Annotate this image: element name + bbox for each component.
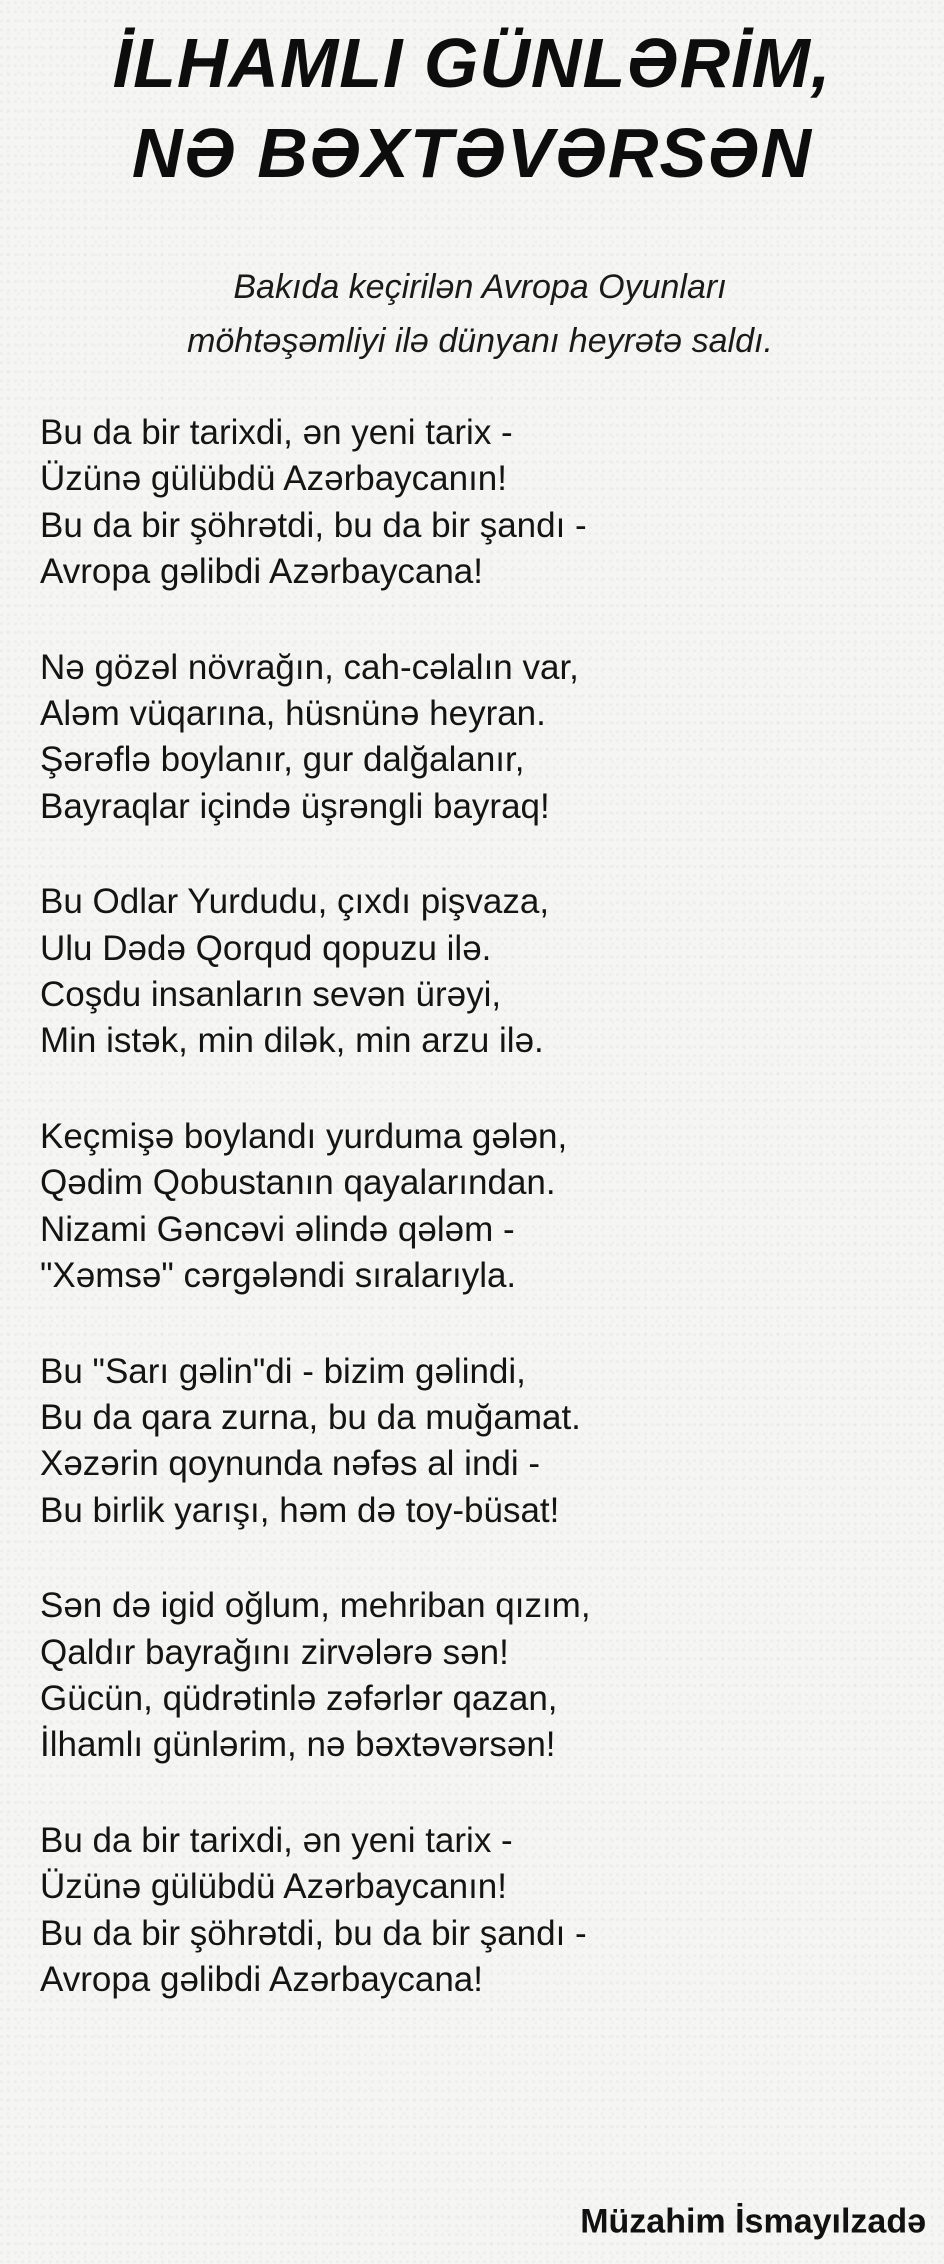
poem-line: Coşdu insanların sevən ürəyi,	[40, 975, 502, 1015]
poem-line: Ulu Dədə Qorqud qopuzu ilə.	[40, 928, 492, 968]
poem-line: Bu Odlar Yurdudu, çıxdı pişvaza,	[40, 882, 550, 922]
poem-body	[40, 410, 920, 2052]
poem-line: Bu da qara zurna, bu da muğamat.	[40, 1397, 581, 1437]
poem-line: Avropa gəlibdi Azərbaycana!	[40, 552, 483, 592]
poem-line: Bu "Sarı gəlin"di - bizim gəlindi,	[40, 1351, 526, 1391]
poem-title	[0, 18, 944, 198]
poem-line: Bu birlik yarışı, həm də toy-büsat!	[40, 1490, 560, 1530]
stanza-2	[40, 645, 920, 831]
poem-line: Avropa gəlibdi Azərbaycana!	[40, 1959, 483, 1999]
poem-line: Bu da bir tarixdi, ən yeni tarix -	[40, 413, 513, 452]
poem-line: Sən də igid oğlum, mehriban qızım,	[40, 1586, 591, 1626]
poem-line: Şərəflə boylanır, gur dalğalanır,	[40, 740, 525, 780]
poem-line: Bu da bir şöhrətdi, bu da bir şandı -	[40, 505, 587, 545]
author-signature: Müzahim İsmayılzadə	[580, 2202, 926, 2241]
poem-line: İlhamlı günlərim, nə bəxtəvərsən!	[40, 1725, 556, 1765]
poem-line: Bayraqlar içində üşrəngli bayraq!	[40, 786, 550, 826]
poem-line: Bu da bir şöhrətdi, bu da bir şandı -	[40, 1913, 587, 1953]
poem-line: Keçmişə boylandı yurduma gələn,	[40, 1116, 568, 1156]
poem-title-line-2: NƏ BƏXTƏVƏRSƏN	[131, 114, 813, 192]
poem-line: Min istək, min dilək, min arzu ilə.	[40, 1021, 544, 1061]
poem-line: Üzünə gülübdü Azərbaycanın!	[40, 1867, 507, 1907]
poem-subtitle	[60, 260, 900, 368]
poem-line: Qədim Qobustanın qayalarından.	[40, 1163, 556, 1203]
poem-line: "Xəmsə" cərgələndi sıralarıyla.	[40, 1256, 517, 1296]
poem-line: Qaldır bayrağını zirvələrə sən!	[40, 1632, 509, 1672]
poem-subtitle-line-2: möhtəşəmliyi ilə dünyanı heyrətə saldı.	[187, 322, 773, 360]
poem-subtitle-line-1: Bakıda keçirilən Avropa Oyunları	[233, 268, 727, 306]
stanza-1	[40, 410, 920, 596]
stanza-4	[40, 1114, 920, 1300]
stanza-6	[40, 1583, 920, 1769]
poem-line: Bu da bir tarixdi, ən yeni tarix -	[40, 1820, 513, 1860]
stanza-5	[40, 1349, 920, 1535]
poem-line: Nizami Gəncəvi əlində qələm -	[40, 1209, 515, 1249]
stanza-3	[40, 879, 920, 1065]
poem-line: Xəzərin qoynunda nəfəs al indi -	[40, 1444, 541, 1484]
poem-line: Nə gözəl növrağın, cah-cəlalın var,	[40, 647, 579, 687]
poem-line: Gücün, qüdrətinlə zəfərlər qazan,	[40, 1678, 558, 1718]
stanza-7	[40, 1818, 920, 2004]
poem-title-line-1: İLHAMLI GÜNLƏRİM,	[112, 24, 832, 102]
poem-line: Üzünə gülübdü Azərbaycanın!	[40, 459, 507, 499]
poem-line: Aləm vüqarına, hüsnünə heyran.	[40, 694, 546, 734]
